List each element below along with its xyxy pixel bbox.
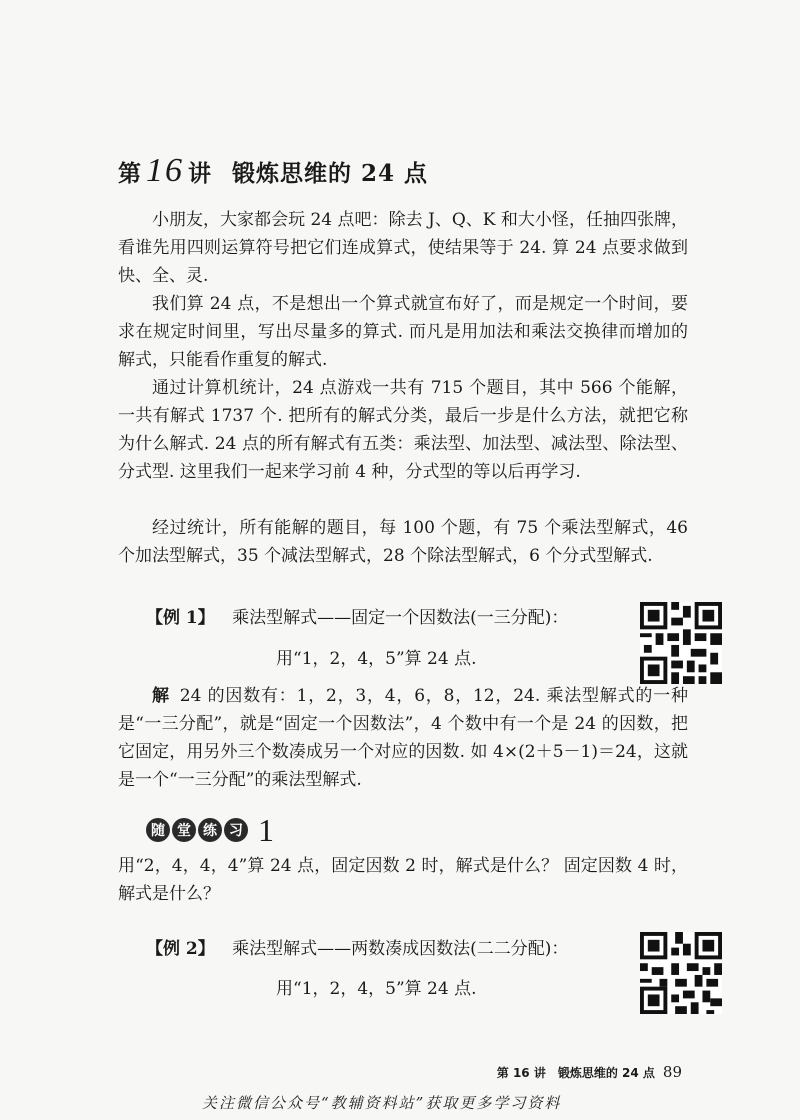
example-1-task: 用“1，2，4，5”算 24 点. <box>276 649 477 669</box>
practice-char-1: 随 <box>146 818 170 842</box>
example-2-task: 用“1，2，4，5”算 24 点. <box>276 979 477 999</box>
example-2-title: 乘法型解式——两数凑成因数法(二二分配)： <box>232 939 569 959</box>
example-2-label: 【例 2】 <box>146 939 215 959</box>
solution-label: 解 <box>152 686 170 706</box>
intro-paragraph-4: 经过统计，所有能解的题目，每 100 个题，有 75 个乘法型解式，46 个加法型解式，35 个减法型解式，28 个除法型解式，6 个分式型解式. <box>118 518 688 566</box>
lesson-title <box>118 152 428 190</box>
solution-paragraph <box>118 682 688 794</box>
intro-paragraph-3: 通过计算机统计，24 点游戏一共有 715 个题目，其中 566 个能解，一共有解式 1737 个. 把所有的解式分类，最后一步是什么方法，就把它称为什么解式. 24 点的所有解式有五类：乘法型、加法型、减法型、除法型、分式型. 这里我们一起来学习前 4 种，分式型的等以后再学习. <box>118 378 688 482</box>
intro-paragraph-1: 小朋友，大家都会玩 24 点吧：除去 J、Q、K 和大小怪，任抽四张牌，看谁先用四则运算符号把它们连成算式，使结果等于 24. 算 24 点要求做到快、全、灵. <box>118 210 688 286</box>
practice-heading <box>146 812 274 848</box>
footer-lesson-label: 第 16 讲 锻炼思维的 24 点 <box>496 1066 655 1080</box>
example-1-label: 【例 1】 <box>146 608 215 628</box>
practice-char-2: 堂 <box>172 818 196 842</box>
lesson-number: 16 <box>146 152 184 189</box>
practice-question: 用“2，4，4，4”算 24 点，固定因数 2 时，解式是什么？ 固定因数 4 时，解式是什么？ <box>118 856 688 904</box>
example-1-title: 乘法型解式——固定一个因数法(一三分配)： <box>232 608 569 628</box>
practice-number: 1 <box>258 812 274 848</box>
lesson-prefix: 第 <box>118 160 142 187</box>
example-1-heading <box>146 603 568 628</box>
page-footer <box>497 1063 682 1081</box>
qr-code-icon[interactable] <box>640 602 722 684</box>
lesson-suffix: 讲 <box>188 160 212 187</box>
lesson-topic: 锻炼思维的 24 点 <box>232 160 429 187</box>
practice-char-3: 练 <box>198 818 222 842</box>
practice-char-4: 习 <box>224 818 248 842</box>
intro-paragraph-2: 我们算 24 点，不是想出一个算式就宣布好了，而是规定一个时间，要求在规定时间里，写出尽量多的算式. 而凡是用加法和乘法交换律而增加的解式，只能看作重复的解式. <box>118 294 688 370</box>
solution-text: 24 的因数有：1，2，3，4，6，8，12，24. 乘法型解式的一种是“一三分配”，就是“固定一个因数法”，4 个数中有一个是 24 的因数，把它固定，用另外三个数凑成另一个对应的因数. 如 4×(2＋5－1)＝24，这就是一个“一三分配”的乘法型解式. <box>118 686 688 790</box>
page-number: 89 <box>662 1063 682 1081</box>
qr-code-icon[interactable] <box>640 932 722 1014</box>
watermark-text: 关注微信公众号“教辅资料站”获取更多学习资料 <box>202 1094 562 1112</box>
example-2-heading <box>146 934 568 959</box>
